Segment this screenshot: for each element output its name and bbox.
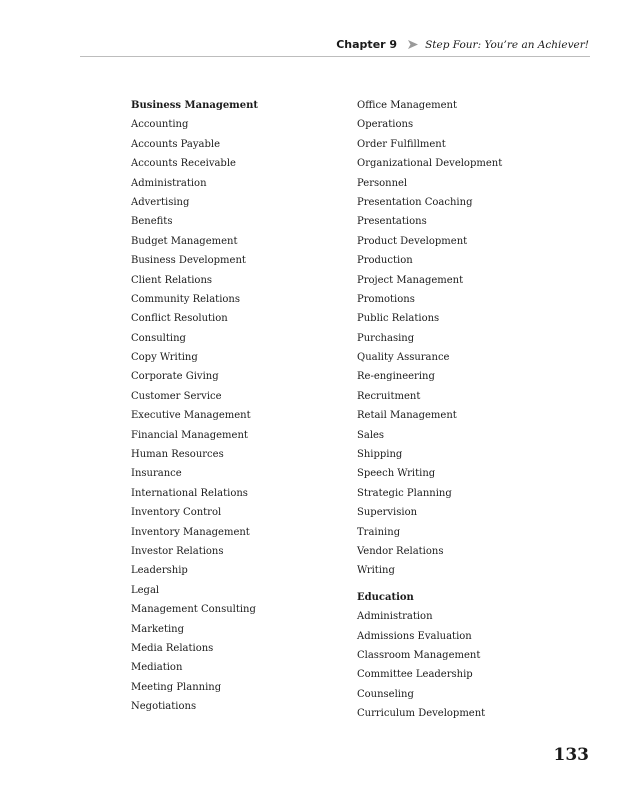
list-item: Executive Management [131, 410, 251, 422]
list-item: Classroom Management [357, 649, 481, 661]
list-item: International Relations [131, 487, 248, 499]
list-item: Conflict Resolution [131, 313, 228, 325]
list-item: Office Management [357, 100, 457, 111]
chapter-label: Chapter 9 [336, 38, 398, 51]
list-item: Supervision [357, 507, 418, 519]
skills-list-right [357, 96, 587, 724]
list-item: Quality Assurance [357, 352, 450, 364]
list-item: Business Development [131, 255, 246, 267]
list-item: Legal [131, 584, 160, 596]
list-item: Product Development [357, 235, 468, 247]
list-item: Advertising [131, 196, 190, 208]
list-item: Investor Relations [131, 545, 224, 557]
list-item: Negotiations [131, 701, 197, 713]
list-item: Shipping [357, 449, 403, 461]
list-item: Insurance [131, 468, 182, 480]
list-item: Media Relations [131, 642, 214, 654]
list-item: Leadership [131, 565, 188, 577]
section-heading-education: Education [357, 591, 414, 603]
list-item: Public Relations [357, 313, 440, 325]
list-item: Inventory Management [131, 526, 250, 538]
list-item: Management Consulting [131, 604, 256, 616]
list-item: Accounts Receivable [131, 158, 236, 170]
list-item: Purchasing [357, 332, 415, 344]
list-item: Benefits [131, 216, 173, 228]
list-item: Promotions [357, 293, 415, 305]
list-item: Personnel [357, 177, 408, 189]
list-item: Retail Management [357, 410, 457, 422]
list-item: Writing [357, 565, 395, 577]
list-item: Admissions Evaluation [357, 630, 472, 642]
list-item: Corporate Giving [131, 371, 219, 383]
running-head [336, 38, 589, 51]
triangle-arrow-right-icon [408, 40, 418, 49]
list-item: Order Fulfillment [357, 138, 446, 150]
list-item: Mediation [131, 662, 183, 674]
list-item: Customer Service [131, 390, 222, 402]
list-item: Curriculum Development [357, 708, 486, 720]
list-item: Administration [131, 177, 207, 189]
list-item: Vendor Relations [357, 545, 444, 557]
list-item: Consulting [131, 332, 186, 344]
list-item: Operations [357, 119, 414, 131]
list-item: Speech Writing [357, 468, 436, 480]
list-item: Recruitment [357, 390, 421, 402]
list-item: Accounting [131, 119, 189, 131]
list-item: Committee Leadership [357, 669, 473, 681]
list-item: Accounts Payable [131, 138, 221, 150]
list-item: Counseling [357, 688, 414, 700]
list-item: Sales [357, 429, 385, 441]
chapter-subtitle: Step Four: You’re an Achiever! [425, 39, 589, 51]
list-item: Administration [357, 611, 433, 623]
list-item: Training [357, 526, 401, 538]
list-item: Community Relations [131, 293, 240, 305]
list-item: Project Management [357, 274, 464, 286]
list-item: Inventory Control [131, 507, 222, 519]
list-item: Marketing [131, 623, 185, 635]
section-heading-business-management: Business Management [131, 100, 259, 111]
header-divider [80, 56, 590, 57]
skills-list-left [131, 96, 341, 717]
list-item: Presentations [357, 216, 427, 228]
list-item: Meeting Planning [131, 681, 222, 693]
list-item: Financial Management [131, 429, 248, 441]
page-number: 133 [553, 745, 589, 765]
list-item: Client Relations [131, 274, 213, 286]
list-item: Production [357, 255, 413, 267]
list-item: Human Resources [131, 449, 224, 461]
list-item: Copy Writing [131, 352, 198, 364]
list-item: Re-engineering [357, 371, 435, 383]
list-item: Strategic Planning [357, 487, 452, 499]
list-item: Presentation Coaching [357, 196, 473, 208]
list-item: Budget Management [131, 235, 238, 247]
list-item: Organizational Development [357, 158, 503, 170]
